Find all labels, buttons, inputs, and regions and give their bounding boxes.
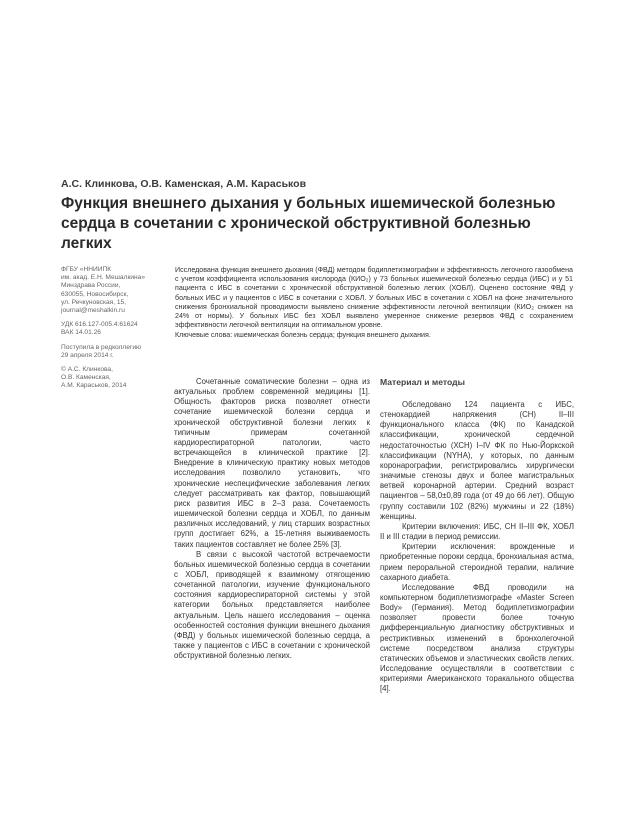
keywords: Ключевые слова: ишемическая болезнь сердца; функция внешнего дыхания. bbox=[175, 331, 431, 340]
body-paragraph: Исследование ФВД проводили на компьютерном бодиплетизмографе «Master Screen Body» (Германия). Метод бодиплетизмографии позволяет провести более точную дифференциальную диагностику обструктивных и рестриктивных изменений в бронхолегочной системе посредством анализа структуры статических объемов и эластических свойств легких. Исследование осуществляли в соответствии с критериями Американского торакального общества [4]. bbox=[380, 582, 574, 694]
body-paragraph: Критерии включения: ИБС, СН II–III ФК, ХОБЛ II и III стадии в период ремиссии. bbox=[380, 521, 574, 542]
abstract bbox=[175, 266, 573, 341]
body-column-left bbox=[174, 377, 370, 661]
affiliation: ФГБУ «ННИИПК им. акад. Е.Н. Мешалкина» Минздрава России, 630055, Новосибирск, ул. Речкуновская, 15, journal@meshalkin.ru bbox=[61, 266, 145, 315]
article-sidebar bbox=[61, 266, 173, 391]
received-date: Поступила в редколлегию 29 апреля 2014 г. bbox=[61, 343, 141, 359]
udk-codes: УДК 616.127-005.4:61624 ВАК 14.01.26 bbox=[61, 321, 138, 337]
body-paragraph: В связи с высокой частотой встречаемости больных ишемической болезнью сердца в сочетании с ХОБЛ, приводящей к взаимному отягощению сочетанной патологии, изучение функционального состояния кардиореспираторной системы у этой категории больных представляется наиболее актуальным. Цель нашего исследования – оценка особенностей состояния функции внешнего дыхания (ФВД) у больных ишемической болезнью сердца, а также у пациентов с ИБС в сочетании с хронической обструктивной болезнью легких. bbox=[174, 549, 370, 661]
abstract-text: Исследована функция внешнего дыхания (ФВД) методом бодиплетизмографии и эффективность легочного газообмена с учетом коэффициента использования кислорода (КИО₂) у 73 больных ишемической болезнью сердца (ИБС) и у 51 пациента с ИБС в сочетании с хронической обструктивной болезнью легких (ХОБЛ). Оценено состояние ФВД у больных ИБС и у пациентов с ИБС в сочетании с ХОБЛ. У больных ИБС в сочетании с ХОБЛ на фоне значительного снижения бронхиальной проводимости выявлено снижение эффективности легочной вентиляции (КИО₂ снижен на 24% от нормы). У больных ИБС без ХОБЛ выявлено умеренное снижение резервов ФВД с сохранением эффективности легочной вентиляции на оптимальном уровне. bbox=[175, 266, 573, 330]
body-paragraph: Критерии исключения: врожденные и приобретенные пороки сердца, бронхиальная астма, прием пероральной стероидной терапии, наличие сахарного диабета. bbox=[380, 542, 574, 582]
article-title: Функция внешнего дыхания у больных ишемической болезнью сердца в сочетании с хронической обструктивной болезнью легких bbox=[61, 195, 556, 252]
body-column-right bbox=[380, 377, 574, 695]
copyright: © А.С. Клинкова, О.В. Каменская, А.М. Караськов, 2014 bbox=[61, 366, 127, 390]
methods-heading: Материал и методы bbox=[380, 377, 465, 387]
body-paragraph: Обследовано 124 пациента с ИБС, стенокардией напряжения (СН) II–III функционального класса (ФК) по Канадской классификации, хронической сердечной недостаточностью (ХСН) I–IV ФК по Нью-Йоркской классификации (NYHA), у которых, по данным коронарографии, регистрировались хирургически значимые стенозы двух и более магистральных ветвей коронарной артерии. Средний возраст пациентов – 58,0±0,89 года (от 49 до 66 лет). Общую группу составили 102 (82%) мужчины и 22 (18%) женщины. bbox=[380, 400, 574, 521]
article-authors: А.С. Клинкова, О.В. Каменская, А.М. Караськов bbox=[61, 178, 307, 190]
body-paragraph: Сочетанные соматические болезни – одна из актуальных проблем современной медицины [1]. Общность факторов риска позволяет отнести сочетание ишемической болезни сердца и хронической обструктивной болезни легких к типичным примерам сочетанной кардиореспираторной патологии, часто встречающейся в клинической практике [2]. Внедрение в клиническую практику новых методов исследования позволило установить, что хронические неспецифические заболевания легких следует рассматривать как фактор, повышающий риск развития ИБС в 2–3 раза. Сочетаемость ишемической болезни сердца и ХОБЛ, по данным различных исследований, у лиц старших возрастных групп достигает 62%, а 15-летняя выживаемость таких пациентов составляет не более 25% [3]. bbox=[174, 377, 370, 549]
